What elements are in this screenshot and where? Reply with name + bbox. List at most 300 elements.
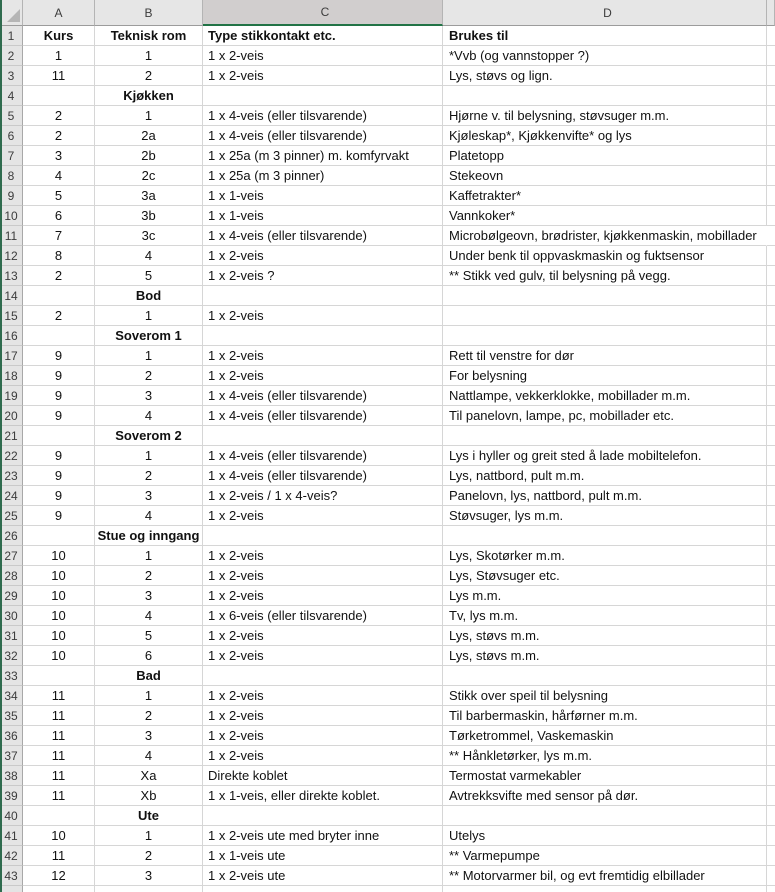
- cell-c25[interactable]: 1 x 2-veis: [203, 506, 443, 526]
- cell-partial-24[interactable]: [767, 486, 775, 506]
- cell-a13[interactable]: 2: [23, 266, 95, 286]
- row-header-partial[interactable]: [0, 886, 23, 892]
- cell-a10[interactable]: 6: [23, 206, 95, 226]
- cell-d42[interactable]: ** Varmepumpe: [443, 846, 767, 866]
- cell-dx[interactable]: [443, 886, 767, 892]
- cell-d40[interactable]: [443, 806, 767, 826]
- cell-b25[interactable]: 4: [95, 506, 203, 526]
- row-header-2[interactable]: 2: [0, 46, 23, 66]
- cell-partial-7[interactable]: [767, 146, 775, 166]
- cell-c41[interactable]: 1 x 2-veis ute med bryter inne: [203, 826, 443, 846]
- cell-b13[interactable]: 5: [95, 266, 203, 286]
- sheet-row-partial: [0, 886, 775, 892]
- cell-d26[interactable]: [443, 526, 767, 546]
- column-header-b[interactable]: B: [95, 0, 203, 26]
- cell-b14[interactable]: Bod: [95, 286, 203, 306]
- cell-a15[interactable]: 2: [23, 306, 95, 326]
- row-header-3[interactable]: 3: [0, 66, 23, 86]
- cell-d32[interactable]: Lys, støvs m.m.: [443, 646, 767, 666]
- sheet-row-15: [0, 306, 775, 326]
- cell-b1[interactable]: Teknisk rom: [95, 26, 203, 46]
- cell-d23[interactable]: Lys, nattbord, pult m.m.: [443, 466, 767, 486]
- row-header-43[interactable]: 43: [0, 866, 23, 886]
- cell-c1[interactable]: Type stikkontakt etc.: [203, 26, 443, 46]
- cell-d25[interactable]: Støvsuger, lys m.m.: [443, 506, 767, 526]
- cell-d11[interactable]: Microbølgeovn, brødrister, kjøkkenmaskin, mobillader: [443, 226, 767, 246]
- cell-b31[interactable]: 5: [95, 626, 203, 646]
- cell-partial-31[interactable]: [767, 626, 775, 646]
- cell-d19[interactable]: Nattlampe, vekkerklokke, mobillader m.m.: [443, 386, 767, 406]
- cell-a41[interactable]: 10: [23, 826, 95, 846]
- row-header-8[interactable]: 8: [0, 166, 23, 186]
- cell-a38[interactable]: 11: [23, 766, 95, 786]
- cell-b10[interactable]: 3b: [95, 206, 203, 226]
- cell-b26[interactable]: Stue og inngang: [95, 526, 203, 546]
- cell-c32[interactable]: 1 x 2-veis: [203, 646, 443, 666]
- row-header-19[interactable]: 19: [0, 386, 23, 406]
- sheet-row-37: [0, 746, 775, 766]
- cell-b43[interactable]: 3: [95, 866, 203, 886]
- cell-partial-18[interactable]: [767, 366, 775, 386]
- cell-b6[interactable]: 2a: [95, 126, 203, 146]
- cell-c5[interactable]: 1 x 4-veis (eller tilsvarende): [203, 106, 443, 126]
- cell-c2[interactable]: 1 x 2-veis: [203, 46, 443, 66]
- cell-partial-17[interactable]: [767, 346, 775, 366]
- cell-partial-43[interactable]: [767, 866, 775, 886]
- cell-a1[interactable]: Kurs: [23, 26, 95, 46]
- cell-a28[interactable]: 10: [23, 566, 95, 586]
- cell-a34[interactable]: 11: [23, 686, 95, 706]
- cell-b42[interactable]: 2: [95, 846, 203, 866]
- cell-c28[interactable]: 1 x 2-veis: [203, 566, 443, 586]
- cell-c9[interactable]: 1 x 1-veis: [203, 186, 443, 206]
- cell-bx[interactable]: [95, 886, 203, 892]
- cell-partial-10[interactable]: [767, 206, 775, 226]
- sheet-row-19: [0, 386, 775, 406]
- row-header-28[interactable]: 28: [0, 566, 23, 586]
- sheet-row-23: [0, 466, 775, 486]
- cell-a17[interactable]: 9: [23, 346, 95, 366]
- cell-partial-12[interactable]: [767, 246, 775, 266]
- cell-c37[interactable]: 1 x 2-veis: [203, 746, 443, 766]
- cell-partial-13[interactable]: [767, 266, 775, 286]
- cell-a18[interactable]: 9: [23, 366, 95, 386]
- cell-partial-3[interactable]: [767, 66, 775, 86]
- cell-a35[interactable]: 11: [23, 706, 95, 726]
- sheet-row-43: [0, 866, 775, 886]
- cell-a31[interactable]: 10: [23, 626, 95, 646]
- cell-a30[interactable]: 10: [23, 606, 95, 626]
- cell-c35[interactable]: 1 x 2-veis: [203, 706, 443, 726]
- cell-d43[interactable]: ** Motorvarmer bil, og evt fremtidig elbillader: [443, 866, 767, 886]
- cell-c36[interactable]: 1 x 2-veis: [203, 726, 443, 746]
- cell-partial-27[interactable]: [767, 546, 775, 566]
- row-header-1[interactable]: 1: [0, 26, 23, 46]
- cell-d35[interactable]: Til barbermaskin, hårførner m.m.: [443, 706, 767, 726]
- cell-partial-38[interactable]: [767, 766, 775, 786]
- cell-b27[interactable]: 1: [95, 546, 203, 566]
- cell-c11[interactable]: 1 x 4-veis (eller tilsvarende): [203, 226, 443, 246]
- cell-b34[interactable]: 1: [95, 686, 203, 706]
- cell-c15[interactable]: 1 x 2-veis: [203, 306, 443, 326]
- cell-a23[interactable]: 9: [23, 466, 95, 486]
- sheet-row-4: [0, 86, 775, 106]
- cell-d21[interactable]: [443, 426, 767, 446]
- sheet-row-24: [0, 486, 775, 506]
- cell-c26[interactable]: [203, 526, 443, 546]
- cell-d37[interactable]: ** Hånkletørker, lys m.m.: [443, 746, 767, 766]
- cell-d5[interactable]: Hjørne v. til belysning, støvsuger m.m.: [443, 106, 767, 126]
- cell-partial-1[interactable]: [767, 26, 775, 46]
- cell-partial-21[interactable]: [767, 426, 775, 446]
- cell-c18[interactable]: 1 x 2-veis: [203, 366, 443, 386]
- cell-d30[interactable]: Tv, lys m.m.: [443, 606, 767, 626]
- cell-b24[interactable]: 3: [95, 486, 203, 506]
- cell-a6[interactable]: 2: [23, 126, 95, 146]
- row-header-34[interactable]: 34: [0, 686, 23, 706]
- cell-partial-20[interactable]: [767, 406, 775, 426]
- row-header-38[interactable]: 38: [0, 766, 23, 786]
- sheet-row-16: [0, 326, 775, 346]
- cell-partial-11[interactable]: [767, 226, 775, 246]
- cell-c16[interactable]: [203, 326, 443, 346]
- sheet-row-36: [0, 726, 775, 746]
- cell-d7[interactable]: Platetopp: [443, 146, 767, 166]
- row-header-31[interactable]: 31: [0, 626, 23, 646]
- cell-d36[interactable]: Tørketrommel, Vaskemaskin: [443, 726, 767, 746]
- cell-d24[interactable]: Panelovn, lys, nattbord, pult m.m.: [443, 486, 767, 506]
- cell-c14[interactable]: [203, 286, 443, 306]
- cell-partial-5[interactable]: [767, 106, 775, 126]
- cell-a29[interactable]: 10: [23, 586, 95, 606]
- column-header-c[interactable]: C: [203, 0, 443, 26]
- row-header-23[interactable]: 23: [0, 466, 23, 486]
- cell-d9[interactable]: Kaffetrakter*: [443, 186, 767, 206]
- cell-a9[interactable]: 5: [23, 186, 95, 206]
- sheet-row-26: [0, 526, 775, 546]
- cell-b2[interactable]: 1: [95, 46, 203, 66]
- cell-partial-4[interactable]: [767, 86, 775, 106]
- cell-partial-42[interactable]: [767, 846, 775, 866]
- cell-a20[interactable]: 9: [23, 406, 95, 426]
- cell-c33[interactable]: [203, 666, 443, 686]
- cell-partial-23[interactable]: [767, 466, 775, 486]
- cell-b28[interactable]: 2: [95, 566, 203, 586]
- row-header-4[interactable]: 4: [0, 86, 23, 106]
- sheet-row-1: [0, 26, 775, 46]
- sheet-row-29: [0, 586, 775, 606]
- cell-c6[interactable]: 1 x 4-veis (eller tilsvarende): [203, 126, 443, 146]
- row-header-40[interactable]: 40: [0, 806, 23, 826]
- sheet-row-27: [0, 546, 775, 566]
- cell-d33[interactable]: [443, 666, 767, 686]
- row-header-42[interactable]: 42: [0, 846, 23, 866]
- cell-a14[interactable]: [23, 286, 95, 306]
- sheet-row-39: [0, 786, 775, 806]
- cell-partial-36[interactable]: [767, 726, 775, 746]
- cell-c42[interactable]: 1 x 1-veis ute: [203, 846, 443, 866]
- cell-c7[interactable]: 1 x 25a (m 3 pinner) m. komfyrvakt: [203, 146, 443, 166]
- row-header-9[interactable]: 9: [0, 186, 23, 206]
- row-header-36[interactable]: 36: [0, 726, 23, 746]
- cell-a5[interactable]: 2: [23, 106, 95, 126]
- cell-a2[interactable]: 1: [23, 46, 95, 66]
- row-header-5[interactable]: 5: [0, 106, 23, 126]
- cell-b40[interactable]: Ute: [95, 806, 203, 826]
- cell-d13[interactable]: ** Stikk ved gulv, til belysning på vegg.: [443, 266, 767, 286]
- cell-a21[interactable]: [23, 426, 95, 446]
- cell-partial-6[interactable]: [767, 126, 775, 146]
- cell-c24[interactable]: 1 x 2-veis / 1 x 4-veis?: [203, 486, 443, 506]
- column-header-row: [0, 0, 775, 26]
- cell-b41[interactable]: 1: [95, 826, 203, 846]
- cell-partial-29[interactable]: [767, 586, 775, 606]
- cell-partial-14[interactable]: [767, 286, 775, 306]
- cell-c4[interactable]: [203, 86, 443, 106]
- sheet-row-10: [0, 206, 775, 226]
- sheet-row-35: [0, 706, 775, 726]
- cell-b5[interactable]: 1: [95, 106, 203, 126]
- row-header-12[interactable]: 12: [0, 246, 23, 266]
- cell-a42[interactable]: 11: [23, 846, 95, 866]
- cell-c22[interactable]: 1 x 4-veis (eller tilsvarende): [203, 446, 443, 466]
- cell-d28[interactable]: Lys, Støvsuger etc.: [443, 566, 767, 586]
- cell-c21[interactable]: [203, 426, 443, 446]
- row-header-41[interactable]: 41: [0, 826, 23, 846]
- cell-b38[interactable]: Xa: [95, 766, 203, 786]
- column-header-d[interactable]: D: [443, 0, 767, 26]
- cell-a11[interactable]: 7: [23, 226, 95, 246]
- cell-b8[interactable]: 2c: [95, 166, 203, 186]
- cell-partial-9[interactable]: [767, 186, 775, 206]
- cell-partial-x[interactable]: [767, 886, 775, 892]
- cell-c19[interactable]: 1 x 4-veis (eller tilsvarende): [203, 386, 443, 406]
- row-header-32[interactable]: 32: [0, 646, 23, 666]
- cell-c23[interactable]: 1 x 4-veis (eller tilsvarende): [203, 466, 443, 486]
- row-header-25[interactable]: 25: [0, 506, 23, 526]
- select-all-corner[interactable]: [0, 0, 23, 26]
- cell-partial-32[interactable]: [767, 646, 775, 666]
- cell-a8[interactable]: 4: [23, 166, 95, 186]
- cell-a7[interactable]: 3: [23, 146, 95, 166]
- cell-a32[interactable]: 10: [23, 646, 95, 666]
- cell-c34[interactable]: 1 x 2-veis: [203, 686, 443, 706]
- row-header-15[interactable]: 15: [0, 306, 23, 326]
- cell-d41[interactable]: Utelys: [443, 826, 767, 846]
- row-header-13[interactable]: 13: [0, 266, 23, 286]
- cell-b33[interactable]: Bad: [95, 666, 203, 686]
- cell-d15[interactable]: [443, 306, 767, 326]
- cell-b22[interactable]: 1: [95, 446, 203, 466]
- cell-a12[interactable]: 8: [23, 246, 95, 266]
- cell-partial-22[interactable]: [767, 446, 775, 466]
- row-header-11[interactable]: 11: [0, 226, 23, 246]
- cell-a19[interactable]: 9: [23, 386, 95, 406]
- cell-partial-16[interactable]: [767, 326, 775, 346]
- cell-partial-34[interactable]: [767, 686, 775, 706]
- column-header-a[interactable]: A: [23, 0, 95, 26]
- cell-a4[interactable]: [23, 86, 95, 106]
- cell-b7[interactable]: 2b: [95, 146, 203, 166]
- sheet-row-13: [0, 266, 775, 286]
- cell-c17[interactable]: 1 x 2-veis: [203, 346, 443, 366]
- cell-partial-41[interactable]: [767, 826, 775, 846]
- cell-c31[interactable]: 1 x 2-veis: [203, 626, 443, 646]
- cell-d38[interactable]: Termostat varmekabler: [443, 766, 767, 786]
- cell-d3[interactable]: Lys, støvs og lign.: [443, 66, 767, 86]
- cell-d14[interactable]: [443, 286, 767, 306]
- cell-d12[interactable]: Under benk til oppvaskmaskin og fuktsensor: [443, 246, 767, 266]
- cell-partial-28[interactable]: [767, 566, 775, 586]
- cell-cx[interactable]: [203, 886, 443, 892]
- cell-c3[interactable]: 1 x 2-veis: [203, 66, 443, 86]
- cell-a40[interactable]: [23, 806, 95, 826]
- cell-a16[interactable]: [23, 326, 95, 346]
- cell-b15[interactable]: 1: [95, 306, 203, 326]
- row-header-33[interactable]: 33: [0, 666, 23, 686]
- sheet-row-12: [0, 246, 775, 266]
- row-header-6[interactable]: 6: [0, 126, 23, 146]
- cell-a3[interactable]: 11: [23, 66, 95, 86]
- row-header-24[interactable]: 24: [0, 486, 23, 506]
- cell-d22[interactable]: Lys i hyller og greit sted å lade mobiltelefon.: [443, 446, 767, 466]
- cell-partial-8[interactable]: [767, 166, 775, 186]
- cell-b35[interactable]: 2: [95, 706, 203, 726]
- cell-a36[interactable]: 11: [23, 726, 95, 746]
- cell-partial-37[interactable]: [767, 746, 775, 766]
- cell-b21[interactable]: Soverom 2: [95, 426, 203, 446]
- row-header-26[interactable]: 26: [0, 526, 23, 546]
- sheet-row-40: [0, 806, 775, 826]
- cell-c20[interactable]: 1 x 4-veis (eller tilsvarende): [203, 406, 443, 426]
- cell-partial-26[interactable]: [767, 526, 775, 546]
- cell-partial-33[interactable]: [767, 666, 775, 686]
- cell-d16[interactable]: [443, 326, 767, 346]
- cell-b36[interactable]: 3: [95, 726, 203, 746]
- cell-a26[interactable]: [23, 526, 95, 546]
- row-header-10[interactable]: 10: [0, 206, 23, 226]
- cell-c12[interactable]: 1 x 2-veis: [203, 246, 443, 266]
- cell-c30[interactable]: 1 x 6-veis (eller tilsvarende): [203, 606, 443, 626]
- sheet-row-18: [0, 366, 775, 386]
- cell-c29[interactable]: 1 x 2-veis: [203, 586, 443, 606]
- row-header-29[interactable]: 29: [0, 586, 23, 606]
- cell-b20[interactable]: 4: [95, 406, 203, 426]
- cell-b11[interactable]: 3c: [95, 226, 203, 246]
- row-header-39[interactable]: 39: [0, 786, 23, 806]
- cell-d27[interactable]: Lys, Skotørker m.m.: [443, 546, 767, 566]
- cell-b12[interactable]: 4: [95, 246, 203, 266]
- cell-c38[interactable]: Direkte koblet: [203, 766, 443, 786]
- cell-partial-40[interactable]: [767, 806, 775, 826]
- cell-b23[interactable]: 2: [95, 466, 203, 486]
- cell-c13[interactable]: 1 x 2-veis ?: [203, 266, 443, 286]
- select-all-triangle-icon: [7, 9, 20, 22]
- cell-d2[interactable]: *Vvb (og vannstopper ?): [443, 46, 767, 66]
- cell-c8[interactable]: 1 x 25a (m 3 pinner): [203, 166, 443, 186]
- cell-c43[interactable]: 1 x 2-veis ute: [203, 866, 443, 886]
- cell-d39[interactable]: Avtrekksvifte med sensor på dør.: [443, 786, 767, 806]
- row-header-37[interactable]: 37: [0, 746, 23, 766]
- cell-d4[interactable]: [443, 86, 767, 106]
- cell-b32[interactable]: 6: [95, 646, 203, 666]
- row-header-7[interactable]: 7: [0, 146, 23, 166]
- cell-c39[interactable]: 1 x 1-veis, eller direkte koblet.: [203, 786, 443, 806]
- cell-d17[interactable]: Rett til venstre for dør: [443, 346, 767, 366]
- cell-d29[interactable]: Lys m.m.: [443, 586, 767, 606]
- cell-c27[interactable]: 1 x 2-veis: [203, 546, 443, 566]
- row-header-14[interactable]: 14: [0, 286, 23, 306]
- cell-a27[interactable]: 10: [23, 546, 95, 566]
- sheet-row-20: [0, 406, 775, 426]
- cell-c10[interactable]: 1 x 1-veis: [203, 206, 443, 226]
- cell-a39[interactable]: 11: [23, 786, 95, 806]
- row-header-16[interactable]: 16: [0, 326, 23, 346]
- cell-b17[interactable]: 1: [95, 346, 203, 366]
- cell-b18[interactable]: 2: [95, 366, 203, 386]
- cell-d8[interactable]: Stekeovn: [443, 166, 767, 186]
- row-header-20[interactable]: 20: [0, 406, 23, 426]
- cell-c40[interactable]: [203, 806, 443, 826]
- cell-partial-19[interactable]: [767, 386, 775, 406]
- cell-b37[interactable]: 4: [95, 746, 203, 766]
- sheet-row-14: [0, 286, 775, 306]
- cell-partial-25[interactable]: [767, 506, 775, 526]
- row-header-18[interactable]: 18: [0, 366, 23, 386]
- row-header-35[interactable]: 35: [0, 706, 23, 726]
- row-header-30[interactable]: 30: [0, 606, 23, 626]
- sheet-row-38: [0, 766, 775, 786]
- row-header-21[interactable]: 21: [0, 426, 23, 446]
- cell-b30[interactable]: 4: [95, 606, 203, 626]
- cell-b39[interactable]: Xb: [95, 786, 203, 806]
- cell-a24[interactable]: 9: [23, 486, 95, 506]
- cell-partial-35[interactable]: [767, 706, 775, 726]
- cell-partial-39[interactable]: [767, 786, 775, 806]
- cell-b29[interactable]: 3: [95, 586, 203, 606]
- column-header-partial[interactable]: [767, 0, 775, 26]
- cell-b16[interactable]: Soverom 1: [95, 326, 203, 346]
- cell-a22[interactable]: 9: [23, 446, 95, 466]
- cell-b4[interactable]: Kjøkken: [95, 86, 203, 106]
- cell-d34[interactable]: Stikk over speil til belysning: [443, 686, 767, 706]
- cell-b9[interactable]: 3a: [95, 186, 203, 206]
- cell-b19[interactable]: 3: [95, 386, 203, 406]
- cell-partial-15[interactable]: [767, 306, 775, 326]
- sheet-row-11: [0, 226, 775, 246]
- cell-a43[interactable]: 12: [23, 866, 95, 886]
- row-header-22[interactable]: 22: [0, 446, 23, 466]
- cell-d20[interactable]: Til panelovn, lampe, pc, mobillader etc.: [443, 406, 767, 426]
- cell-d31[interactable]: Lys, støvs m.m.: [443, 626, 767, 646]
- row-header-17[interactable]: 17: [0, 346, 23, 366]
- sheet-row-5: [0, 106, 775, 126]
- cell-a25[interactable]: 9: [23, 506, 95, 526]
- cell-b3[interactable]: 2: [95, 66, 203, 86]
- cell-d1[interactable]: Brukes til: [443, 26, 767, 46]
- sheet-row-9: [0, 186, 775, 206]
- row-header-27[interactable]: 27: [0, 546, 23, 566]
- sheet-row-41: [0, 826, 775, 846]
- cell-d6[interactable]: Kjøleskap*, Kjøkkenvifte* og lys: [443, 126, 767, 146]
- cell-partial-2[interactable]: [767, 46, 775, 66]
- cell-d10[interactable]: Vannkoker*: [443, 206, 767, 226]
- cell-a37[interactable]: 11: [23, 746, 95, 766]
- cell-ax[interactable]: [23, 886, 95, 892]
- cell-partial-30[interactable]: [767, 606, 775, 626]
- cell-d18[interactable]: For belysning: [443, 366, 767, 386]
- cell-a33[interactable]: [23, 666, 95, 686]
